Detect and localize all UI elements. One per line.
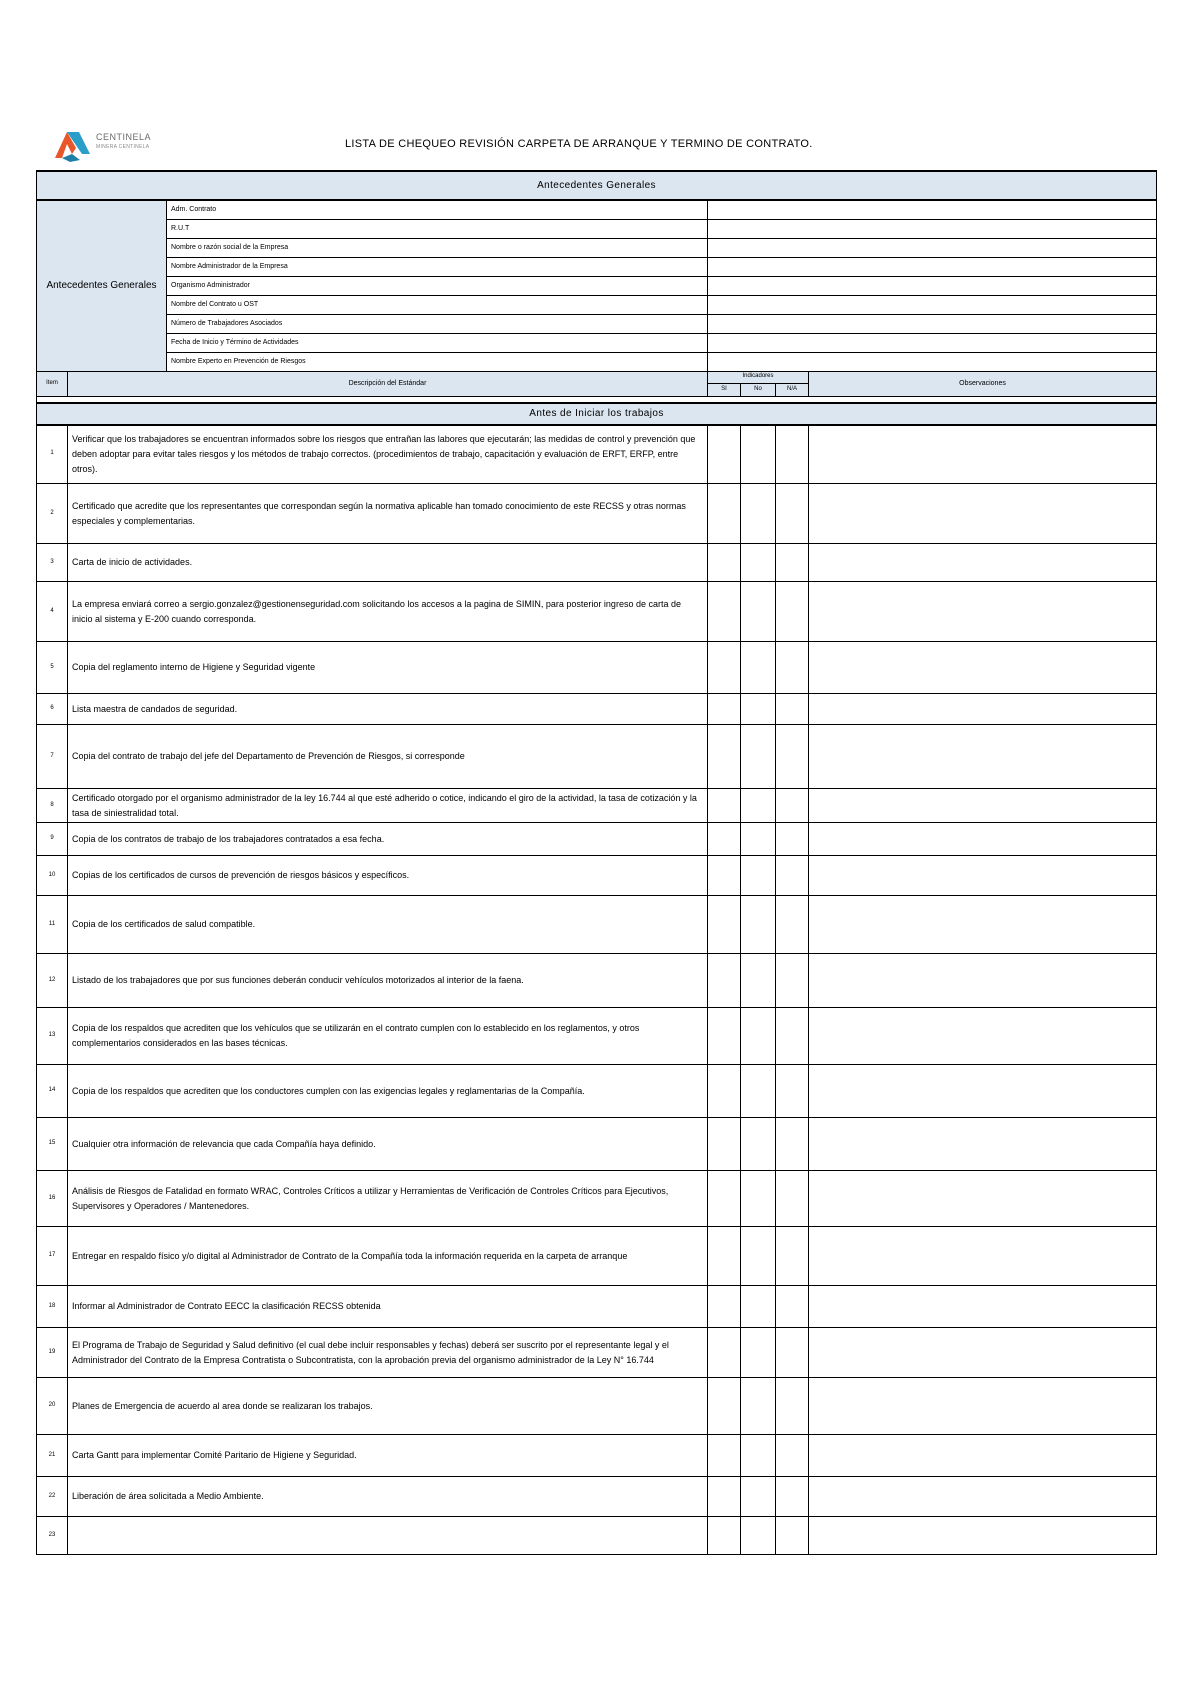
checklist-row bbox=[37, 823, 1157, 856]
observations-cell[interactable] bbox=[809, 1118, 1157, 1171]
indicator-na-cell[interactable] bbox=[776, 954, 809, 1008]
item-description: Copia de los certificados de salud compatible. bbox=[68, 896, 708, 954]
document-title: LISTA DE CHEQUEO REVISIÓN CARPETA DE ARRANQUE Y TERMINO DE CONTRATO. bbox=[345, 138, 813, 150]
general-field-label: Número de Trabajadores Asociados bbox=[167, 314, 708, 333]
general-field-value[interactable] bbox=[708, 276, 1157, 295]
observations-cell[interactable] bbox=[809, 1517, 1157, 1555]
indicator-no-cell[interactable] bbox=[741, 425, 776, 484]
indicator-na-cell[interactable] bbox=[776, 896, 809, 954]
checklist-row bbox=[37, 544, 1157, 582]
logo-name: CENTINELA bbox=[96, 132, 152, 142]
item-description: Certificado que acredite que los representantes que correspondan según la normativa aplicable han tomado conocimiento de este RECSS y otras normas especiales y complementarias. bbox=[68, 484, 708, 544]
indicator-si-cell[interactable] bbox=[708, 1065, 741, 1118]
item-number: 15 bbox=[37, 1118, 68, 1171]
item-description: Copia de los respaldos que acrediten que los conductores cumplen con las exigencias legales y reglamentarias de la Compañía. bbox=[68, 1065, 708, 1118]
observations-cell[interactable] bbox=[809, 954, 1157, 1008]
indicator-na-cell[interactable] bbox=[776, 1227, 809, 1286]
indicator-si-cell[interactable] bbox=[708, 1477, 741, 1517]
observations-cell[interactable] bbox=[809, 1378, 1157, 1435]
checklist-row bbox=[37, 1435, 1157, 1477]
item-number: 1 bbox=[37, 425, 68, 484]
general-field-value[interactable] bbox=[708, 238, 1157, 257]
general-field-value[interactable] bbox=[708, 314, 1157, 333]
item-description: El Programa de Trabajo de Seguridad y Salud definitivo (el cual debe incluir responsables y fechas) deberá ser suscrito por el representante legal y el Administrador del Contrato de la Empresa Contratista o Subcontratista, con la aprobación previa del organismo administrador de la Ley N° 16.744 bbox=[68, 1328, 708, 1378]
checklist-row bbox=[37, 1065, 1157, 1118]
indicator-si-cell[interactable] bbox=[708, 425, 741, 484]
item-description bbox=[68, 1517, 708, 1555]
item-description: Copias de los certificados de cursos de prevención de riesgos básicos y específicos. bbox=[68, 856, 708, 896]
checklist-row bbox=[37, 1008, 1157, 1065]
indicator-na-cell[interactable] bbox=[776, 484, 809, 544]
item-number: 14 bbox=[37, 1065, 68, 1118]
item-description: Informar al Administrador de Contrato EECC la clasificación RECSS obtenida bbox=[68, 1286, 708, 1328]
observations-cell[interactable] bbox=[809, 1328, 1157, 1378]
observations-cell[interactable] bbox=[809, 484, 1157, 544]
checklist-row bbox=[37, 1286, 1157, 1328]
item-number: 10 bbox=[37, 856, 68, 896]
indicator-no-cell[interactable] bbox=[741, 484, 776, 544]
checklist-row bbox=[37, 1517, 1157, 1555]
item-number: 19 bbox=[37, 1328, 68, 1378]
indicator-si-cell[interactable] bbox=[708, 1435, 741, 1477]
observations-cell[interactable] bbox=[809, 1477, 1157, 1517]
item-description: Listado de los trabajadores que por sus funciones deberán conducir vehículos motorizados al interior de la faena. bbox=[68, 954, 708, 1008]
item-number: 6 bbox=[37, 694, 68, 725]
column-header-si: SI bbox=[708, 383, 741, 396]
indicator-na-cell[interactable] bbox=[776, 1171, 809, 1227]
general-field-label: Adm. Contrato bbox=[167, 200, 708, 219]
checklist-row bbox=[37, 896, 1157, 954]
general-field-row bbox=[37, 238, 1157, 257]
item-number: 4 bbox=[37, 582, 68, 642]
general-field-row bbox=[37, 333, 1157, 352]
checklist-row bbox=[37, 1328, 1157, 1378]
indicator-si-cell[interactable] bbox=[708, 1378, 741, 1435]
checklist-row bbox=[37, 1227, 1157, 1286]
indicator-no-cell[interactable] bbox=[741, 1008, 776, 1065]
column-header-indicators: Indicadores bbox=[708, 371, 809, 383]
item-description: Certificado otorgado por el organismo administrador de la ley 16.744 al que esté adherido o cotice, indicando el giro de la actividad, la tasa de cotización y la tasa de siniestralidad total. bbox=[68, 789, 708, 823]
item-number: 3 bbox=[37, 544, 68, 582]
general-field-row bbox=[37, 200, 1157, 219]
indicator-si-cell[interactable] bbox=[708, 694, 741, 725]
indicator-si-cell[interactable] bbox=[708, 725, 741, 789]
item-description: Liberación de área solicitada a Medio Ambiente. bbox=[68, 1477, 708, 1517]
item-number: 20 bbox=[37, 1378, 68, 1435]
indicator-na-cell[interactable] bbox=[776, 1328, 809, 1378]
section-title-before-work: Antes de Iniciar los trabajos bbox=[37, 403, 1157, 425]
checklist-row bbox=[37, 484, 1157, 544]
column-header-observations: Observaciones bbox=[809, 371, 1157, 396]
indicator-no-cell[interactable] bbox=[741, 1171, 776, 1227]
observations-cell[interactable] bbox=[809, 1435, 1157, 1477]
general-field-label: Fecha de Inicio y Término de Actividades bbox=[167, 333, 708, 352]
observations-cell[interactable] bbox=[809, 1227, 1157, 1286]
item-description: Análisis de Riesgos de Fatalidad en formato WRAC, Controles Críticos a utilizar y Herramientas de Verificación de Controles Críticos para Ejecutivos, Supervisores y Operadores / Mantenedores. bbox=[68, 1171, 708, 1227]
checklist-row bbox=[37, 642, 1157, 694]
observations-cell[interactable] bbox=[809, 856, 1157, 896]
indicator-na-cell[interactable] bbox=[776, 856, 809, 896]
column-header-na: N/A bbox=[776, 383, 809, 396]
indicator-no-cell[interactable] bbox=[741, 725, 776, 789]
indicator-na-cell[interactable] bbox=[776, 544, 809, 582]
general-field-value[interactable] bbox=[708, 257, 1157, 276]
indicator-si-cell[interactable] bbox=[708, 642, 741, 694]
indicator-no-cell[interactable] bbox=[741, 856, 776, 896]
checklist-row bbox=[37, 789, 1157, 823]
indicator-no-cell[interactable] bbox=[741, 1227, 776, 1286]
indicator-si-cell[interactable] bbox=[708, 1286, 741, 1328]
indicator-na-cell[interactable] bbox=[776, 1517, 809, 1555]
general-field-row bbox=[37, 219, 1157, 238]
indicator-si-cell[interactable] bbox=[708, 484, 741, 544]
indicator-si-cell[interactable] bbox=[708, 954, 741, 1008]
item-number: 2 bbox=[37, 484, 68, 544]
checklist-row bbox=[37, 1477, 1157, 1517]
item-number: 9 bbox=[37, 823, 68, 856]
indicator-na-cell[interactable] bbox=[776, 425, 809, 484]
item-number: 18 bbox=[37, 1286, 68, 1328]
column-header-no: No bbox=[741, 383, 776, 396]
indicator-no-cell[interactable] bbox=[741, 544, 776, 582]
observations-cell[interactable] bbox=[809, 1065, 1157, 1118]
indicator-no-cell[interactable] bbox=[741, 642, 776, 694]
item-description: Lista maestra de candados de seguridad. bbox=[68, 694, 708, 725]
indicator-no-cell[interactable] bbox=[741, 1378, 776, 1435]
observations-cell[interactable] bbox=[809, 789, 1157, 823]
indicator-na-cell[interactable] bbox=[776, 1008, 809, 1065]
indicator-no-cell[interactable] bbox=[741, 1477, 776, 1517]
item-description: Verificar que los trabajadores se encuentran informados sobre los riesgos que entrañan las labores que ejecutarán; las medidas de control y prevención que deben adoptar para evitar tales riesgos y los métodos de trabajo correctos. (procedimientos de trabajo, capacitación y evaluación de ERFT, ERFP, entre otros). bbox=[68, 425, 708, 484]
indicator-si-cell[interactable] bbox=[708, 856, 741, 896]
general-field-row bbox=[37, 276, 1157, 295]
checklist-row bbox=[37, 582, 1157, 642]
item-number: 16 bbox=[37, 1171, 68, 1227]
item-number: 5 bbox=[37, 642, 68, 694]
general-field-value[interactable] bbox=[708, 295, 1157, 314]
indicator-no-cell[interactable] bbox=[741, 1517, 776, 1555]
observations-cell[interactable] bbox=[809, 425, 1157, 484]
section-title-general: Antecedentes Generales bbox=[37, 171, 1157, 200]
checklist-row bbox=[37, 694, 1157, 725]
item-description: Entregar en respaldo físico y/o digital al Administrador de Contrato de la Compañía toda la información requerida en la carpeta de arranque bbox=[68, 1227, 708, 1286]
indicator-si-cell[interactable] bbox=[708, 544, 741, 582]
indicator-na-cell[interactable] bbox=[776, 694, 809, 725]
indicator-si-cell[interactable] bbox=[708, 1171, 741, 1227]
general-field-row bbox=[37, 257, 1157, 276]
observations-cell[interactable] bbox=[809, 1008, 1157, 1065]
indicator-si-cell[interactable] bbox=[708, 1118, 741, 1171]
general-field-value[interactable] bbox=[708, 333, 1157, 352]
observations-cell[interactable] bbox=[809, 1171, 1157, 1227]
observations-cell[interactable] bbox=[809, 725, 1157, 789]
column-header-item: Item bbox=[37, 371, 68, 396]
observations-cell[interactable] bbox=[809, 896, 1157, 954]
item-description: Copia del contrato de trabajo del jefe del Departamento de Prevención de Riesgos, si corresponde bbox=[68, 725, 708, 789]
item-number: 12 bbox=[37, 954, 68, 1008]
indicator-si-cell[interactable] bbox=[708, 1328, 741, 1378]
observations-cell[interactable] bbox=[809, 582, 1157, 642]
item-number: 22 bbox=[37, 1477, 68, 1517]
indicator-si-cell[interactable] bbox=[708, 823, 741, 856]
checklist-row bbox=[37, 425, 1157, 484]
indicator-na-cell[interactable] bbox=[776, 725, 809, 789]
item-description: Cualquier otra información de relevancia que cada Compañía haya definido. bbox=[68, 1118, 708, 1171]
item-number: 7 bbox=[37, 725, 68, 789]
general-field-label: Organismo Administrador bbox=[167, 276, 708, 295]
general-field-label: Nombre del Contrato u OST bbox=[167, 295, 708, 314]
indicator-no-cell[interactable] bbox=[741, 1286, 776, 1328]
indicator-no-cell[interactable] bbox=[741, 823, 776, 856]
general-field-value[interactable] bbox=[708, 219, 1157, 238]
indicator-no-cell[interactable] bbox=[741, 954, 776, 1008]
indicator-si-cell[interactable] bbox=[708, 1517, 741, 1555]
indicator-no-cell[interactable] bbox=[741, 1065, 776, 1118]
indicator-na-cell[interactable] bbox=[776, 823, 809, 856]
general-field-row bbox=[37, 295, 1157, 314]
checklist-row bbox=[37, 725, 1157, 789]
general-field-value[interactable] bbox=[708, 200, 1157, 219]
indicator-na-cell[interactable] bbox=[776, 1118, 809, 1171]
column-header-description: Descripción del Estándar bbox=[68, 371, 708, 396]
indicator-no-cell[interactable] bbox=[741, 896, 776, 954]
item-description: Carta de inicio de actividades. bbox=[68, 544, 708, 582]
observations-cell[interactable] bbox=[809, 544, 1157, 582]
checklist-row bbox=[37, 1171, 1157, 1227]
general-field-row bbox=[37, 314, 1157, 333]
general-field-label: Nombre o razón social de la Empresa bbox=[167, 238, 708, 257]
indicator-no-cell[interactable] bbox=[741, 582, 776, 642]
item-description: Planes de Emergencia de acuerdo al area donde se realizaran los trabajos. bbox=[68, 1378, 708, 1435]
observations-cell[interactable] bbox=[809, 1286, 1157, 1328]
indicator-na-cell[interactable] bbox=[776, 1435, 809, 1477]
item-description: Copia de los respaldos que acrediten que los vehículos que se utilizarán en el contrato cumplen con lo establecido en los reglamentos, y otros complementarios considerados en las bases técnicas. bbox=[68, 1008, 708, 1065]
item-number: 21 bbox=[37, 1435, 68, 1477]
item-description: Copia de los contratos de trabajo de los trabajadores contratados a esa fecha. bbox=[68, 823, 708, 856]
centinela-logo-icon bbox=[52, 124, 96, 164]
general-field-label: Nombre Experto en Prevención de Riesgos bbox=[167, 352, 708, 371]
indicator-no-cell[interactable] bbox=[741, 789, 776, 823]
indicator-na-cell[interactable] bbox=[776, 789, 809, 823]
indicator-si-cell[interactable] bbox=[708, 582, 741, 642]
indicator-na-cell[interactable] bbox=[776, 1477, 809, 1517]
indicator-na-cell[interactable] bbox=[776, 1065, 809, 1118]
checklist-row bbox=[37, 1378, 1157, 1435]
general-side-label: Antecedentes Generales bbox=[37, 200, 167, 371]
logo-subtitle: MINERA CENTINELA bbox=[96, 144, 150, 150]
observations-cell[interactable] bbox=[809, 823, 1157, 856]
checklist-row bbox=[37, 856, 1157, 896]
indicator-si-cell[interactable] bbox=[708, 789, 741, 823]
indicator-na-cell[interactable] bbox=[776, 642, 809, 694]
general-field-label: Nombre Administrador de la Empresa bbox=[167, 257, 708, 276]
company-logo bbox=[52, 124, 192, 164]
item-number: 13 bbox=[37, 1008, 68, 1065]
indicator-si-cell[interactable] bbox=[708, 896, 741, 954]
indicator-no-cell[interactable] bbox=[741, 1435, 776, 1477]
indicator-na-cell[interactable] bbox=[776, 582, 809, 642]
checklist-table bbox=[36, 170, 1157, 1555]
indicator-si-cell[interactable] bbox=[708, 1008, 741, 1065]
checklist-row bbox=[37, 954, 1157, 1008]
general-field-row bbox=[37, 352, 1157, 371]
observations-cell[interactable] bbox=[809, 642, 1157, 694]
general-field-value[interactable] bbox=[708, 352, 1157, 371]
indicator-no-cell[interactable] bbox=[741, 694, 776, 725]
item-number: 8 bbox=[37, 789, 68, 823]
item-number: 17 bbox=[37, 1227, 68, 1286]
indicator-na-cell[interactable] bbox=[776, 1378, 809, 1435]
observations-cell[interactable] bbox=[809, 694, 1157, 725]
indicator-si-cell[interactable] bbox=[708, 1227, 741, 1286]
checklist-row bbox=[37, 1118, 1157, 1171]
indicator-no-cell[interactable] bbox=[741, 1328, 776, 1378]
item-description: Copia del reglamento interno de Higiene y Seguridad vigente bbox=[68, 642, 708, 694]
item-number: 11 bbox=[37, 896, 68, 954]
item-description: Carta Gantt para implementar Comité Paritario de Higiene y Seguridad. bbox=[68, 1435, 708, 1477]
item-number: 23 bbox=[37, 1517, 68, 1555]
general-field-label: R.U.T bbox=[167, 219, 708, 238]
item-description: La empresa enviará correo a sergio.gonzalez@gestionenseguridad.com solicitando los accesos a la pagina de SIMIN, para posterior ingreso de carta de inicio al sistema y E-200 cuando corresponda. bbox=[68, 582, 708, 642]
indicator-no-cell[interactable] bbox=[741, 1118, 776, 1171]
indicator-na-cell[interactable] bbox=[776, 1286, 809, 1328]
